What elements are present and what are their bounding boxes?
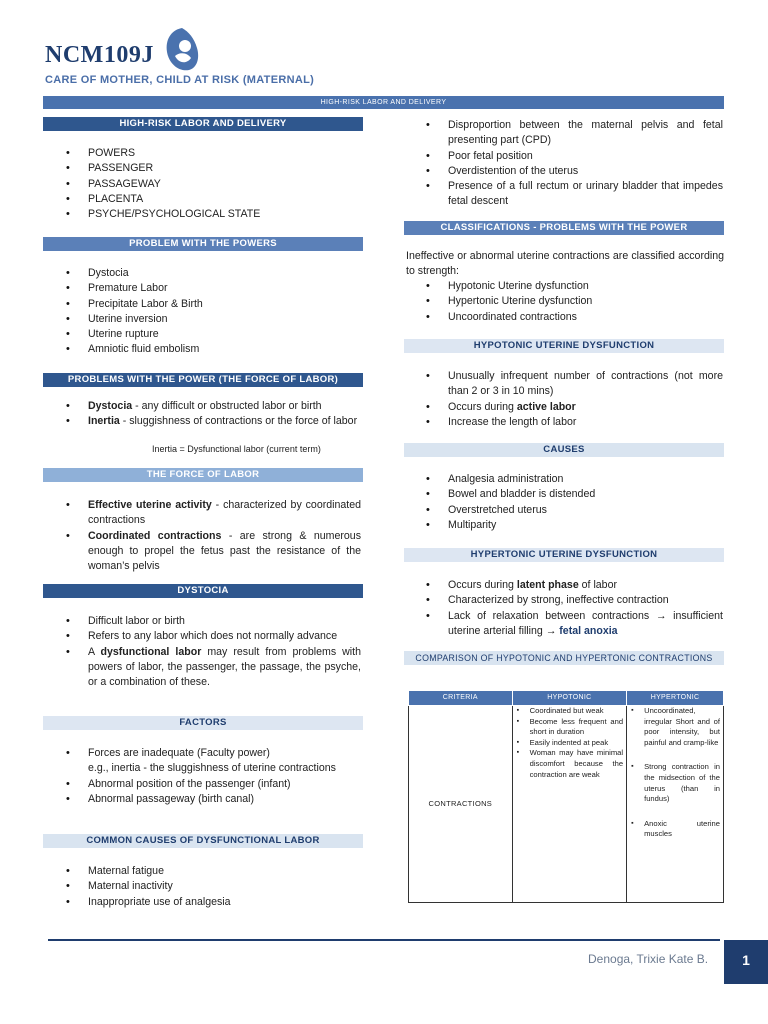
list-passenger-factors	[423, 118, 723, 210]
section-heading: PROBLEMS WITH THE POWER (THE FORCE OF LABOR)	[43, 373, 363, 387]
list-item: • Overstretched uterus	[423, 503, 723, 518]
author-name: Denoga, Trixie Kate B.	[588, 952, 709, 966]
table-header: HYPERTONIC	[627, 691, 724, 706]
list-item: • Uncoordinated contractions	[423, 310, 723, 325]
course-code: NCM109J	[45, 42, 154, 68]
list-causes	[423, 472, 723, 533]
topic-bar: HIGH-RISK LABOR AND DELIVERY	[43, 96, 724, 109]
list-item: • Poor fetal position	[423, 149, 723, 164]
list-item: • Occurs during latent phase of labor	[423, 578, 723, 593]
course-title: CARE OF MOTHER, CHILD AT RISK (MATERNAL)	[45, 74, 315, 86]
list-item: ▪ Strong contraction in the midsection of the uterus (than in fundus)	[627, 762, 723, 804]
list-item: • PSYCHE/PSYCHOLOGICAL STATE	[63, 207, 363, 222]
list-item: • Refers to any labor which does not normally advance	[63, 629, 361, 644]
section-heading: COMPARISON OF HYPOTONIC AND HYPERTONIC CONTRACTIONS	[404, 651, 724, 665]
list-item: • Inertia - sluggishness of contractions or the force of labor	[63, 414, 361, 429]
list-item: • POWERS	[63, 146, 363, 161]
list-item: • Multiparity	[423, 518, 723, 533]
list-item: • PASSAGEWAY	[63, 177, 363, 192]
list-force-definitions	[63, 498, 361, 574]
list-factors	[63, 746, 361, 807]
list-item: • Bowel and bladder is distended	[423, 487, 723, 502]
list-force-of-labor	[63, 399, 361, 430]
list-item: • Amniotic fluid embolism	[63, 342, 363, 357]
list-item: • Uterine rupture	[63, 327, 363, 342]
section-heading: HIGH-RISK LABOR AND DELIVERY	[43, 117, 363, 131]
list-item: ▪ Easily indented at peak	[513, 738, 626, 749]
list-item: • Uterine inversion	[63, 312, 363, 327]
list-classifications	[423, 279, 723, 325]
list-item: • Unusually infrequent number of contractions (not more than 2 or 3 in 10 mins)	[423, 369, 723, 400]
list-item: ▪ Uncoordinated, irregular Short and of poor intensity, but painful and cramp-like	[627, 706, 723, 748]
list-high-risk-factors	[63, 146, 363, 222]
list-power-problems	[63, 266, 363, 358]
section-heading: HYPOTONIC UTERINE DYSFUNCTION	[404, 339, 724, 353]
list-item: ▪ Woman may have minimal discomfort because the contraction are weak	[513, 748, 626, 780]
list-item: • Overdistention of the uterus	[423, 164, 723, 179]
section-heading: DYSTOCIA	[43, 584, 363, 598]
list-item: • Disproportion between the maternal pelvis and fetal presenting part (CPD)	[423, 118, 723, 149]
list-item: • Dystocia	[63, 266, 363, 281]
section-heading: PROBLEM WITH THE POWERS	[43, 237, 363, 251]
list-item: • Increase the length of labor	[423, 415, 723, 430]
list-item: • Occurs during active labor	[423, 400, 723, 415]
list-item: • Maternal fatigue	[63, 864, 361, 879]
list-item: ▪ Anoxic uterine muscles	[627, 819, 723, 840]
section-heading: FACTORS	[43, 716, 363, 730]
inertia-note: Inertia = Dysfunctional labor (current term)	[152, 444, 321, 454]
section-heading: THE FORCE OF LABOR	[43, 468, 363, 482]
section-heading: CAUSES	[404, 443, 724, 457]
list-item: • PASSENGER	[63, 161, 363, 176]
hypertonic-cell	[627, 706, 724, 903]
list-item: • Difficult labor or birth	[63, 614, 361, 629]
list-item: • Forces are inadequate (Faculty power) e.g., inertia - the sluggishness of uterine contractions	[63, 746, 361, 777]
list-common-causes	[63, 864, 361, 910]
list-hypertonic	[423, 578, 723, 639]
list-item: • Hypotonic Uterine dysfunction	[423, 279, 723, 294]
list-item: • Lack of relaxation between contractions → insufficient uterine arterial filling → fetal anoxia	[423, 609, 723, 640]
section-heading: HYPERTONIC UTERINE DYSFUNCTION	[404, 548, 724, 562]
list-item: • Coordinated contractions - are strong & numerous enough to propel the fetus past the resistance of the woman’s pelvis	[63, 529, 361, 575]
list-item: • Inappropriate use of analgesia	[63, 895, 361, 910]
list-item: • Analgesia administration	[423, 472, 723, 487]
page-number: 1	[724, 940, 768, 984]
list-item: • Effective uterine activity - characterized by coordinated contractions	[63, 498, 361, 529]
list-item: ▪ Coordinated but weak	[513, 706, 626, 717]
list-item: • Premature Labor	[63, 281, 363, 296]
table-row	[409, 706, 724, 903]
footer-divider	[48, 939, 720, 941]
section-heading: COMMON CAUSES OF DYSFUNCTIONAL LABOR	[43, 834, 363, 848]
list-item: • Abnormal passageway (birth canal)	[63, 792, 361, 807]
list-item: ▪ Become less frequent and short in duration	[513, 717, 626, 738]
list-item: • Presence of a full rectum or urinary bladder that impedes fetal descent	[423, 179, 723, 210]
comparison-table	[408, 690, 724, 903]
hypotonic-cell	[512, 706, 626, 903]
list-item: • PLACENTA	[63, 192, 363, 207]
table-header: CRITERIA	[409, 691, 513, 706]
list-item: • Dystocia - any difficult or obstructed labor or birth	[63, 399, 361, 414]
section-heading: CLASSIFICATIONS - PROBLEMS WITH THE POWER	[404, 221, 724, 235]
list-dystocia	[63, 614, 361, 690]
list-item: • Precipitate Labor & Birth	[63, 297, 363, 312]
table-header: HYPOTONIC	[512, 691, 626, 706]
mother-child-logo-icon	[163, 26, 201, 74]
list-item: • Hypertonic Uterine dysfunction	[423, 294, 723, 309]
criteria-cell: CONTRACTIONS	[409, 706, 513, 903]
list-item: • Abnormal position of the passenger (infant)	[63, 777, 361, 792]
list-item: • A dysfunctional labor may result from problems with powers of labor, the passenger, the passage, the psyche, or a combination of these.	[63, 645, 361, 691]
list-hypotonic	[423, 369, 723, 430]
classification-intro: Ineffective or abnormal uterine contractions are classified according to strength:	[406, 250, 724, 278]
list-item: • Maternal inactivity	[63, 879, 361, 894]
list-item: • Characterized by strong, ineffective contraction	[423, 593, 723, 608]
